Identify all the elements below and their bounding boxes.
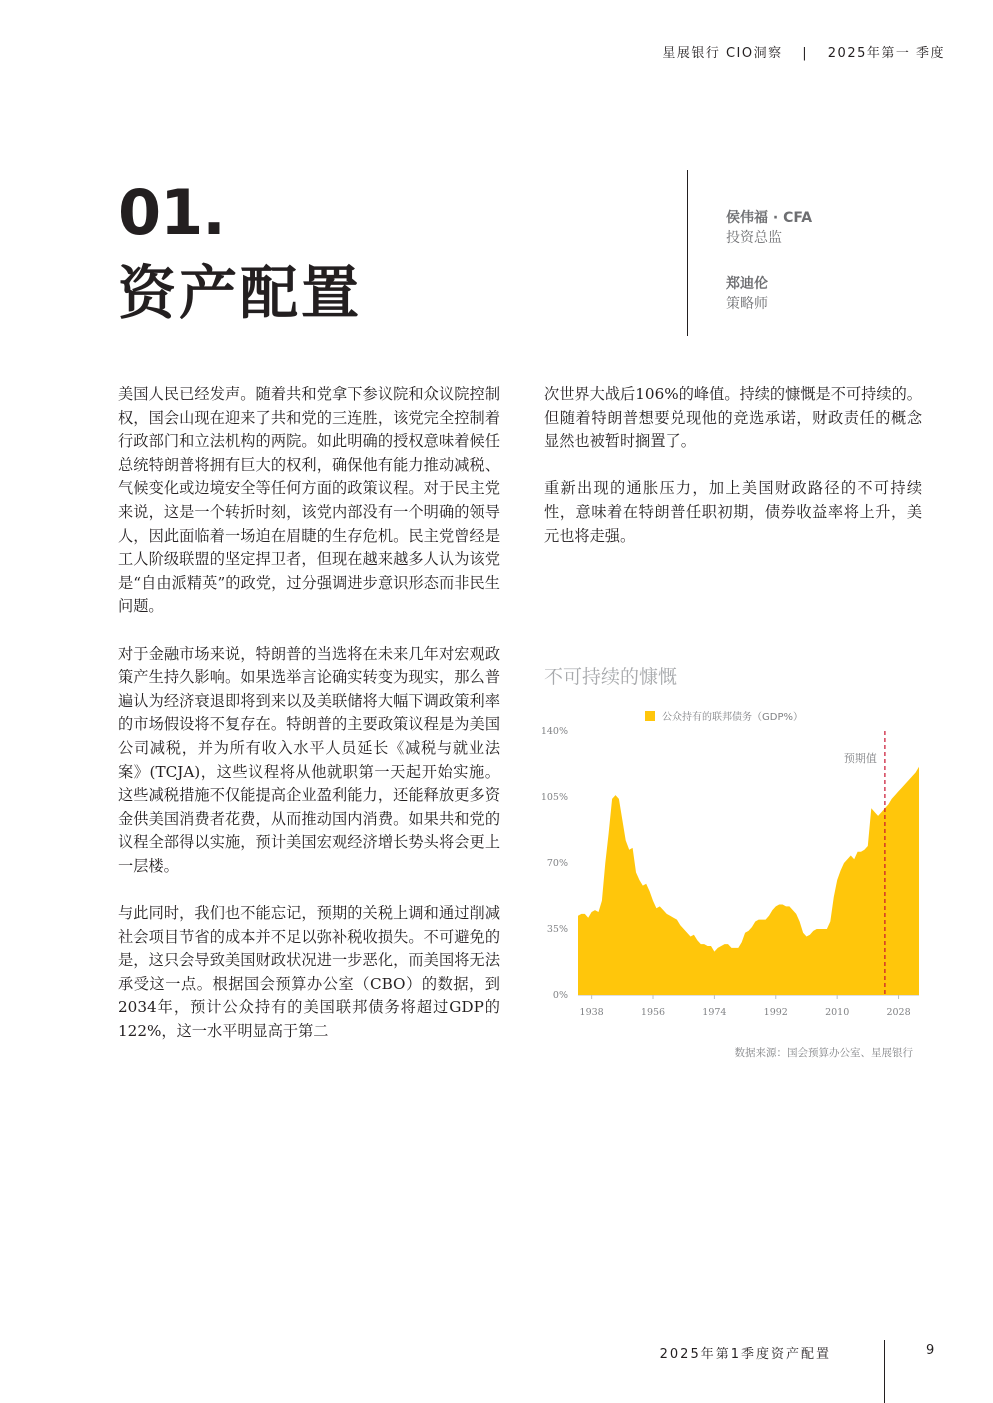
y-axis <box>541 726 568 1001</box>
x-tick-label: 1938 <box>579 1007 604 1018</box>
body-paragraph: 次世界大战后106%的峰值。持续的慷慨是不可持续的。但随着特朗普想要兑现他的竞选承诺，财政责任的概念显然也被暂时搁置了。 <box>544 385 922 451</box>
debt-area-chart <box>540 700 930 1030</box>
debt-area-series <box>578 767 919 995</box>
x-axis <box>578 995 919 1018</box>
chart-title: 不可持续的慷慨 <box>544 666 678 688</box>
section-title: 资产配置 <box>118 259 363 327</box>
body-paragraph: 美国人民已经发声。随着共和党拿下参议院和众议院控制权，国会山现在迎来了共和党的三连胜，该党完全控制着行政部门和立法机构的两院。如此明确的授权意味着候任总统特朗普将拥有巨大的权利，确保他有能力推动减税、气候变化或边境安全等任何方面的政策议程。对于民主党来说，这是一个转折时刻，该党内部没有一个明确的领导人，因此面临着一场迫在眉睫的生存危机。民主党曾经是工人阶级联盟的坚定捍卫者，但现在越来越多人认为该党是“自由派精英”的政党，过分强调进步意识形态而非民生问题。 <box>118 385 500 616</box>
chart-source: 数据来源：国会预算办公室、星展银行 <box>734 1047 913 1059</box>
author-role: 投资总监 <box>726 230 782 246</box>
body-paragraph: 对于金融市场来说，特朗普的当选将在未来几年对宏观政策产生持久影响。如果选举言论确实转变为现实，那么普遍认为经济衰退即将到来以及美联储将大幅下调政策利率的市场假设将不复存在。特朗普的主要政策议程是为美国公司减税，并为所有收入水平人员延长《减税与就业法案》(TCJA)，这些议程将从他就职第一天起开始实施。这些减税措施不仅能提高企业盈利能力，还能释放更多资金供美国消费者花费，从而推动国内消费。如果共和党的议程全部得以实施，预计美国宏观经济增长势头将会更上一层楼。 <box>118 644 500 875</box>
author-card <box>726 274 768 314</box>
y-tick-label: 140% <box>540 726 568 737</box>
legend-label: 公众持有的联邦债务（GDP%） <box>662 712 803 723</box>
footer-title: 2025年第1季度资产配置 <box>659 1347 831 1362</box>
x-tick-label: 1956 <box>640 1007 666 1018</box>
author-card <box>726 208 812 248</box>
x-tick-label: 2010 <box>825 1007 850 1018</box>
quarter-label: 2025年第一 季度 <box>827 46 945 61</box>
body-paragraph: 与此同时，我们也不能忘记，预期的关税上调和通过削减社会项目节省的成本并不足以弥补税收损失。不可避免的是，这只会导致美国财政状况进一步恶化，而美国将无法承受这一点。根据国会预算办公室（CBO）的数据，到2034年，预计公众持有的美国联邦债务将超过GDP的122%，这一水平明显高于第二 <box>118 904 500 1041</box>
x-tick-label: 1992 <box>763 1007 788 1018</box>
author-divider <box>687 170 688 336</box>
running-header <box>662 42 945 61</box>
page-number: 9 <box>926 1343 935 1358</box>
forecast-label: 预期值 <box>843 752 877 765</box>
author-name: 郑迪伦 <box>726 276 768 292</box>
body-column-right <box>544 383 922 572</box>
author-role: 策略师 <box>726 296 768 312</box>
body-paragraph: 重新出现的通胀压力，加上美国财政路径的不可持续性，意味着在特朗普任职初期，债券收益率将上升，美元也将走强。 <box>544 479 922 545</box>
header-separator: | <box>802 46 809 61</box>
y-tick-label: 70% <box>546 858 568 869</box>
publication-name: 星展银行 CIO洞察 <box>662 46 783 61</box>
x-tick-label: 1974 <box>702 1007 727 1018</box>
body-column-left <box>118 383 500 1067</box>
y-tick-label: 105% <box>540 792 568 803</box>
legend-swatch <box>645 711 655 721</box>
footer-divider <box>884 1340 885 1403</box>
chart-legend <box>645 710 803 723</box>
section-number: 01. <box>118 176 225 249</box>
y-tick-label: 35% <box>546 924 568 935</box>
x-tick-label: 2028 <box>886 1007 911 1018</box>
author-name: 侯伟福 · CFA <box>726 210 813 226</box>
y-tick-label: 0% <box>552 990 568 1001</box>
